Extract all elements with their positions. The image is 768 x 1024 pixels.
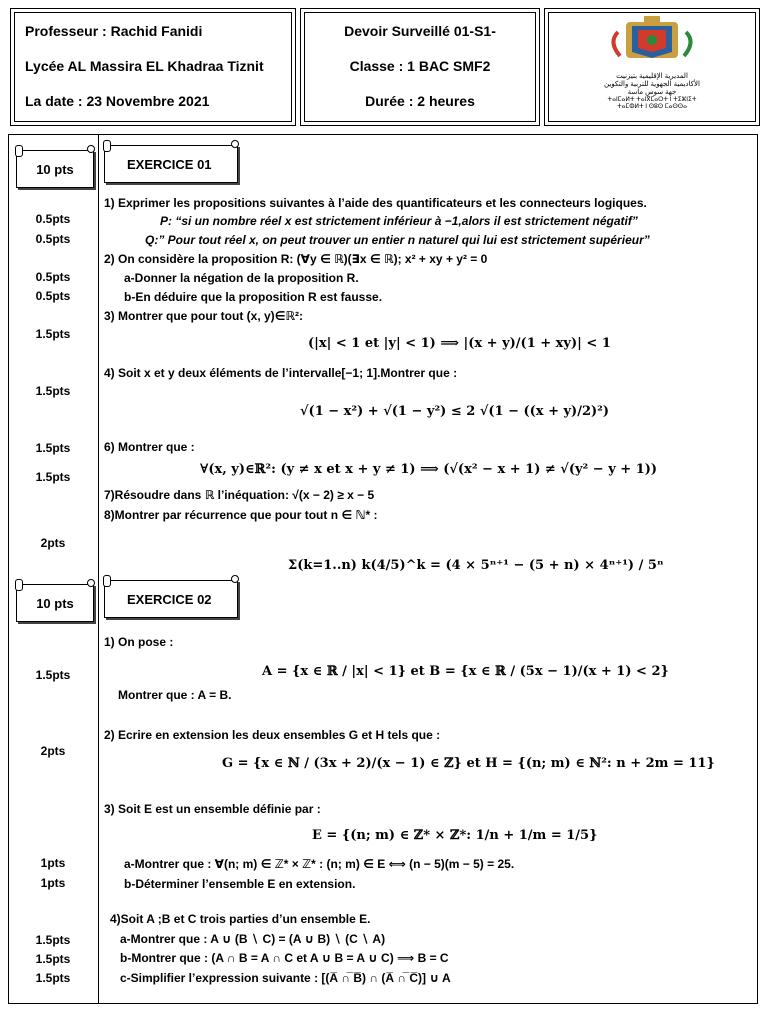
ex2-pts-7: 1.5pts	[35, 971, 71, 985]
ex2-q1: 1) On pose :	[104, 635, 174, 649]
ex2-q3-a: a-Montrer que : ∀(n; m) ∈ ℤ* × ℤ* : (n; m) ∈ E ⟺ (n − 5)(m − 5) = 25.	[124, 857, 515, 871]
ex2-pts-3: 1pts	[40, 856, 66, 870]
ex1-q1: 1) Exprimer les propositions suivantes à l’aide des quantificateurs et les connecteurs logiques.	[104, 196, 647, 210]
ex2-pts-6: 1.5pts	[35, 952, 71, 966]
exercise1-title-banner	[104, 145, 238, 183]
ministry-logo	[548, 12, 756, 120]
points-column-separator	[98, 134, 99, 1004]
exercise1-title: EXERCICE 01	[127, 156, 212, 172]
ex2-pts-5: 1.5pts	[35, 933, 71, 947]
ex1-q2-b: b-En déduire que la proposition R est fausse.	[124, 290, 383, 304]
ex2-q3-b: b-Déterminer l’ensemble E en extension.	[124, 877, 356, 891]
ex2-q2-sets: G = {x ∈ ℕ / (3x + 2)/(x − 1) ∈ ℤ} et H = {(n; m) ∈ ℕ²: n + 2m = 11}	[222, 756, 715, 771]
ex1-q6-formula: ∀(x, y)∈ℝ²: (y ≠ x et x + y ≠ 1) ⟹ (√(x² − x + 1) ≠ √(y² − y + 1))	[200, 462, 658, 477]
header-exam-box	[300, 8, 540, 126]
class-name: Classe : 1 BAC SMF2	[349, 58, 491, 74]
ex2-q1-show: Montrer que : A = B.	[118, 688, 232, 702]
ex2-q1-sets: A = {x ∈ ℝ / |x| < 1} et B = {x ∈ ℝ / (5x − 1)/(x + 1) < 2}	[262, 664, 669, 679]
exam-date: La date : 23 Novembre 2021	[25, 93, 210, 109]
exercise2-points-banner	[16, 584, 94, 622]
ex1-q2-a: a-Donner la négation de la proposition R.	[124, 271, 359, 285]
ex1-q4: 4) Soit x et y deux éléments de l’intervalle[−1; 1].Montrer que :	[104, 366, 458, 380]
exam-duration: Durée : 2 heures	[365, 93, 475, 109]
logo-text-2: الأكاديمية الجهوية للتربية والتكوين	[604, 81, 700, 88]
logo-text-5: ⵜⴰⵎⵀⵍⵜ ⵏ ⵙⵓⵙ ⵎⴰⵙⵙⴰ	[617, 104, 687, 110]
ex1-pts-7: 1.5pts	[35, 441, 71, 455]
ex1-q3: 3) Montrer que pour tout (x, y)∈ℝ²:	[104, 309, 304, 323]
ex1-pts-3: 0.5pts	[35, 270, 71, 284]
ex1-q3-formula: (|x| < 1 et |y| < 1) ⟹ |(x + y)/(1 + xy)| < 1	[308, 336, 611, 351]
ex2-q4: 4)Soit A ;B et C trois parties d’un ensemble E.	[110, 912, 371, 926]
ex1-pts-9: 2pts	[40, 536, 66, 550]
exercise1-points: 10 pts	[36, 161, 74, 177]
ex1-pts-1: 0.5pts	[35, 212, 71, 226]
ex2-pts-4: 1pts	[40, 876, 66, 890]
logo-text-1: المديرية الإقليمية بتيزنيت	[616, 73, 688, 80]
ex2-q3-set: E = {(n; m) ∈ ℤ* × ℤ*: 1/n + 1/m = 1/5}	[312, 828, 598, 843]
ex1-q2: 2) On considère la proposition R: (∀y ∈ ℝ)(∃x ∈ ℝ); x² + xy + y² = 0	[104, 252, 488, 266]
ex1-q6: 6) Montrer que :	[104, 440, 195, 454]
ex1-pts-8: 1.5pts	[35, 470, 71, 484]
ex1-q8: 8)Montrer par récurrence que pour tout n ∈ ℕ* :	[104, 508, 378, 522]
ex1-pts-2: 0.5pts	[35, 232, 71, 246]
ex1-pts-4: 0.5pts	[35, 289, 71, 303]
logo-text-4: ⵜⴰⵏⵎⴰⵍⵜ ⵜⴰⵏⴳⵎⴰⵔⵜ ⵏ ⵜⵉⵣⵏⵉⵜ	[607, 97, 697, 103]
ex1-q4-formula: √(1 − x²) + √(1 − y²) ≤ 2 √(1 − ((x + y)/2)²)	[300, 404, 609, 419]
header-teacher-box	[10, 8, 296, 126]
school-name: Lycée AL Massira EL Khadraa Tiznit	[25, 58, 264, 74]
ex2-q2: 2) Ecrire en extension les deux ensembles G et H tels que :	[104, 728, 441, 742]
ex1-q8-formula: Σ(k=1..n) k(4/5)^k = (4 × 5ⁿ⁺¹ − (5 + n) × 4ⁿ⁺¹) / 5ⁿ	[288, 558, 664, 573]
ex2-q4-b: b-Montrer que : (A ∩ B = A ∩ C et A ∪ B = A ∪ C) ⟹ B = C	[120, 951, 449, 965]
ex2-pts-2: 2pts	[40, 744, 66, 758]
exercise2-title-banner	[104, 580, 238, 618]
ex1-q1-p: P: “si un nombre réel x est strictement inférieur à −1,alors il est strictement négatif”	[160, 214, 638, 228]
ex2-pts-1: 1.5pts	[35, 668, 71, 682]
exercise2-title: EXERCICE 02	[127, 591, 212, 607]
ex1-q1-q: Q:” Pour tout réel x, on peut trouver un entier n naturel qui lui est strictement supérieur”	[145, 233, 650, 247]
ex2-q3: 3) Soit E est un ensemble définie par :	[104, 802, 321, 816]
exercise1-points-banner	[16, 150, 94, 188]
ex1-pts-5: 1.5pts	[35, 327, 71, 341]
ex1-q7: 7)Résoudre dans ℝ l’inéquation: √(x − 2) ≥ x − 5	[104, 488, 375, 502]
logo-text-3: جهة سوس ماسة	[627, 89, 677, 96]
teacher-name: Professeur : Rachid Fanidi	[25, 23, 203, 39]
ex2-q4-c: c-Simplifier l’expression suivante : [(A̅ ∩̅ B̅) ∩ (A̅ ∩̅ C̅)] ∪ A	[120, 971, 451, 985]
exercise2-points: 10 pts	[36, 595, 74, 611]
ex2-q4-a: a-Montrer que : A ∪ (B ∖ C) = (A ∪ B) ∖ (C ∖ A)	[120, 932, 386, 946]
exam-title: Devoir Surveillé 01-S1-	[344, 23, 496, 39]
ex1-pts-6: 1.5pts	[35, 384, 71, 398]
